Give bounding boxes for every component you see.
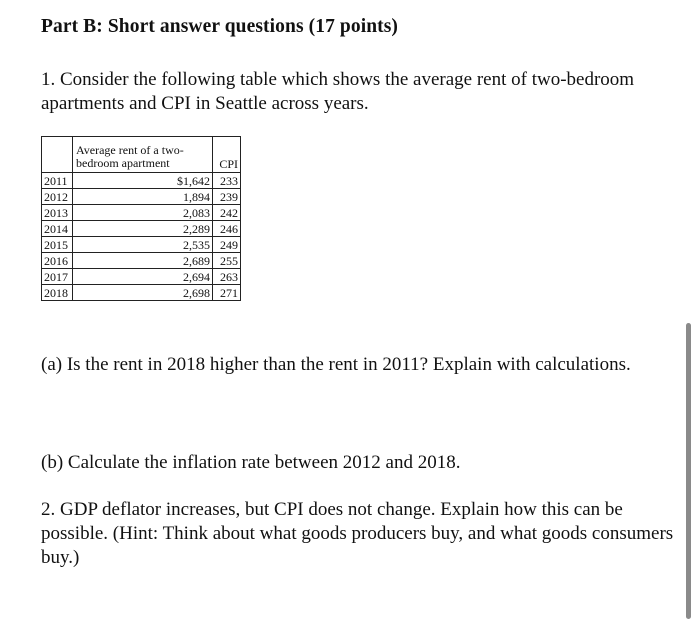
year-cell: 2017 bbox=[42, 269, 73, 285]
cpi-cell: 271 bbox=[213, 285, 241, 301]
cpi-cell: 255 bbox=[213, 253, 241, 269]
rent-cell: 2,289 bbox=[73, 221, 213, 237]
rent-cell: 2,689 bbox=[73, 253, 213, 269]
cpi-cell: 246 bbox=[213, 221, 241, 237]
question-2-text: 2. GDP deflator increases, but CPI does not change. Explain how this can be possible. (Hint: Think about what goods producers buy, and what goods consumers buy.) bbox=[41, 499, 674, 568]
year-cell: 2016 bbox=[42, 253, 73, 269]
table-row bbox=[42, 269, 241, 285]
cpi-cell: 249 bbox=[213, 237, 241, 253]
year-cell: 2014 bbox=[42, 221, 73, 237]
vertical-scrollbar[interactable] bbox=[686, 323, 691, 619]
year-cell: 2018 bbox=[42, 285, 73, 301]
header-cpi-cell: CPI bbox=[213, 137, 241, 173]
cpi-cell: 263 bbox=[213, 269, 241, 285]
table-header-row bbox=[42, 137, 241, 173]
rent-cell: 2,083 bbox=[73, 205, 213, 221]
section-heading: Part B: Short answer questions (17 points) bbox=[41, 16, 399, 37]
rent-cell: 1,894 bbox=[73, 189, 213, 205]
rent-cell: $1,642 bbox=[73, 173, 213, 189]
year-cell: 2012 bbox=[42, 189, 73, 205]
cpi-cell: 239 bbox=[213, 189, 241, 205]
table-row bbox=[42, 237, 241, 253]
table-row bbox=[42, 253, 241, 269]
question-1b-text: (b) Calculate the inflation rate between 2012 and 2018. bbox=[41, 452, 461, 473]
header-rent-cell: Average rent of a two-bedroom apartment bbox=[73, 137, 213, 173]
question-1-text: 1. Consider the following table which shows the average rent of two-bedroom apartments and CPI in Seattle across years. bbox=[41, 69, 635, 114]
cpi-cell: 242 bbox=[213, 205, 241, 221]
question-1a-text: (a) Is the rent in 2018 higher than the rent in 2011? Explain with calculations. bbox=[41, 354, 631, 375]
rent-cell: 2,698 bbox=[73, 285, 213, 301]
header-year-cell bbox=[42, 137, 73, 173]
year-cell: 2011 bbox=[42, 173, 73, 189]
table-row bbox=[42, 221, 241, 237]
table-row bbox=[42, 285, 241, 301]
year-cell: 2013 bbox=[42, 205, 73, 221]
rent-cpi-table bbox=[41, 136, 241, 301]
cpi-cell: 233 bbox=[213, 173, 241, 189]
table-row bbox=[42, 189, 241, 205]
table-row bbox=[42, 173, 241, 189]
year-cell: 2015 bbox=[42, 237, 73, 253]
rent-cell: 2,694 bbox=[73, 269, 213, 285]
rent-cell: 2,535 bbox=[73, 237, 213, 253]
table-row bbox=[42, 205, 241, 221]
